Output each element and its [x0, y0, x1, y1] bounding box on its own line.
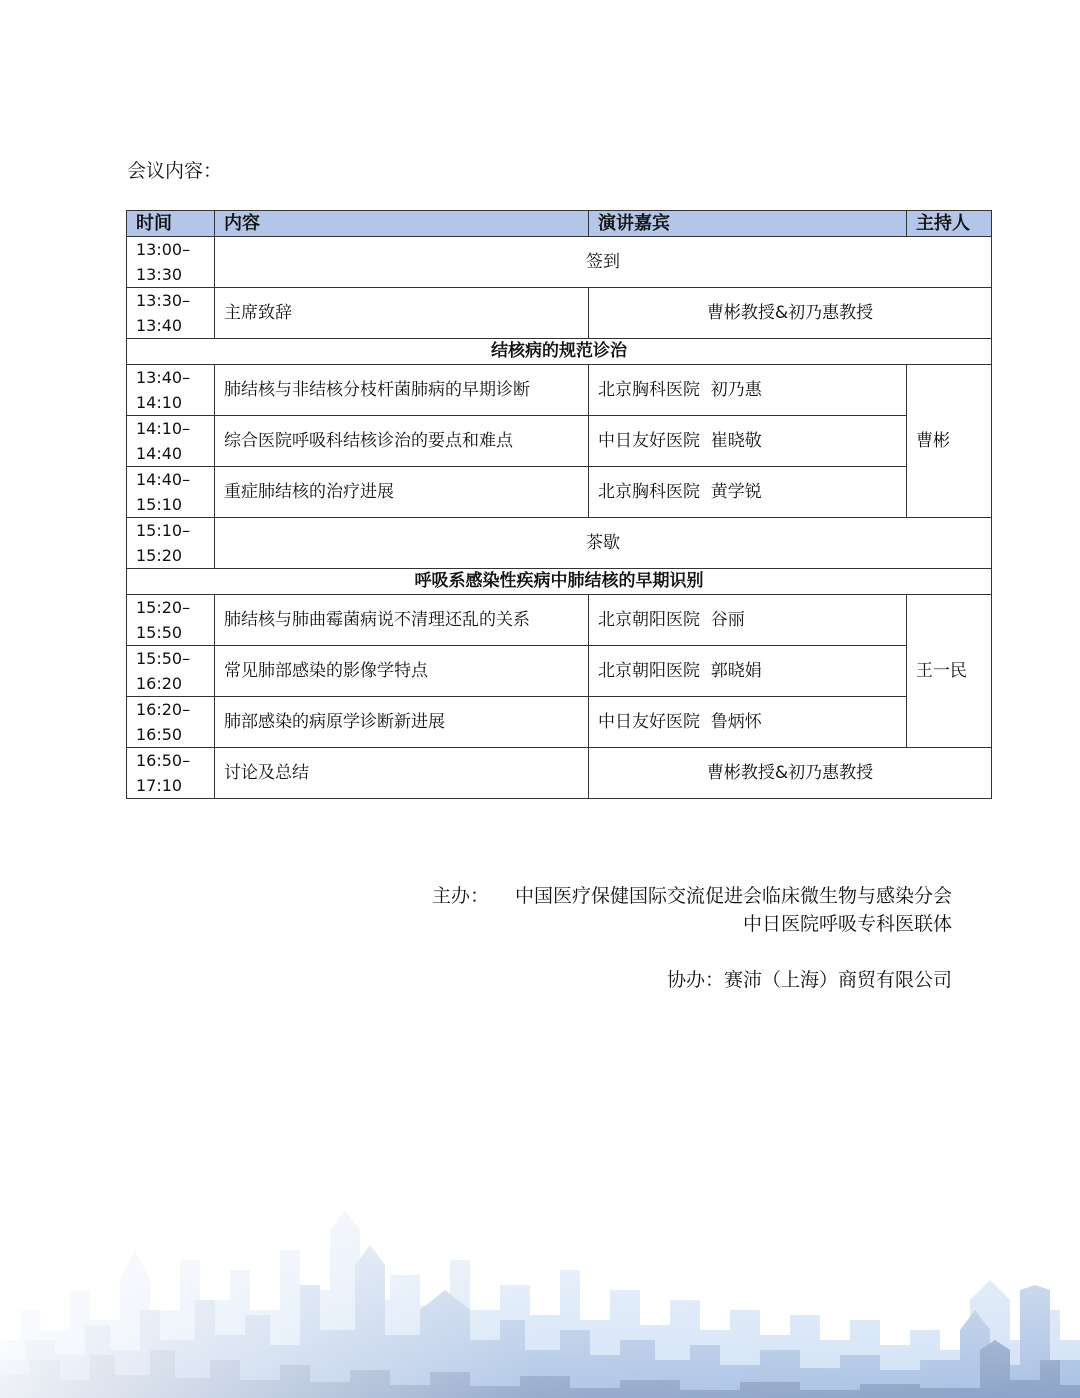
speaker-cell: 北京胸科医院 黄学锐: [589, 467, 907, 518]
time-end: 13:30: [136, 265, 183, 284]
time-start: 14:40–: [136, 470, 191, 489]
table-row-break: [127, 518, 992, 569]
time-cell: [127, 288, 215, 339]
speaker-cell: 中日友好医院 崔晓敬: [589, 416, 907, 467]
time-start: 15:10–: [136, 521, 191, 540]
section-heading: 会议内容：: [127, 160, 223, 182]
host-line-1: [432, 882, 952, 910]
time-end: 15:10: [136, 495, 183, 514]
host-cell: 曹彬: [907, 365, 992, 518]
content-cell: 签到: [215, 237, 992, 288]
content-cell: 常见肺部感染的影像学特点: [215, 646, 589, 697]
time-start: 16:50–: [136, 751, 191, 770]
table-row: [127, 467, 992, 518]
speaker-cell: 曹彬教授&初乃惠教授: [589, 748, 992, 799]
section-title: 呼吸系感染性疾病中肺结核的早期识别: [127, 569, 992, 595]
time-cell: [127, 748, 215, 799]
section-title-row: [127, 339, 992, 365]
content-cell: 肺结核与非结核分枝杆菌肺病的早期诊断: [215, 365, 589, 416]
host-label: 主办：: [431, 885, 489, 907]
time-end: 16:50: [136, 725, 183, 744]
time-end: 13:40: [136, 316, 183, 335]
header-content: 内容: [215, 211, 589, 237]
time-cell: [127, 237, 215, 288]
time-end: 14:40: [136, 444, 183, 463]
time-cell: [127, 365, 215, 416]
city-skyline-illustration: [0, 1190, 1080, 1398]
time-end: 15:20: [136, 546, 183, 565]
speaker-cell: 曹彬教授&初乃惠教授: [589, 288, 992, 339]
time-start: 13:30–: [136, 291, 191, 310]
speaker-cell: 北京胸科医院 初乃惠: [589, 365, 907, 416]
time-start: 13:00–: [136, 240, 191, 259]
content-cell: 综合医院呼吸科结核诊治的要点和难点: [215, 416, 589, 467]
co-label: 协办：: [666, 969, 724, 991]
agenda-table: [126, 210, 992, 799]
time-end: 16:20: [136, 674, 183, 693]
co-organizer: [667, 966, 952, 994]
header-host: 主持人: [907, 211, 992, 237]
table-row: [127, 646, 992, 697]
header-time: 时间: [127, 211, 215, 237]
speaker-cell: 中日友好医院 鲁炳怀: [589, 697, 907, 748]
table-row: [127, 697, 992, 748]
table-row-opening: [127, 288, 992, 339]
content-cell: 重症肺结核的治疗进展: [215, 467, 589, 518]
time-cell: [127, 646, 215, 697]
time-cell: [127, 416, 215, 467]
header-speaker: 演讲嘉宾: [589, 211, 907, 237]
time-cell: [127, 467, 215, 518]
time-cell: [127, 697, 215, 748]
table-row-closing: [127, 748, 992, 799]
host-org-1: 中国医疗保健国际交流促进会临床微生物与感染分会: [514, 885, 952, 907]
table-row: [127, 416, 992, 467]
time-start: 15:50–: [136, 649, 191, 668]
content-cell: 茶歇: [215, 518, 992, 569]
time-start: 13:40–: [136, 368, 191, 387]
host-org-2: 中日医院呼吸专科医联体: [742, 913, 952, 935]
time-cell: [127, 518, 215, 569]
section-title-row: [127, 569, 992, 595]
time-end: 17:10: [136, 776, 183, 795]
table-row: [127, 365, 992, 416]
content-cell: 主席致辞: [215, 288, 589, 339]
time-end: 14:10: [136, 393, 183, 412]
content-cell: 肺部感染的病原学诊断新进展: [215, 697, 589, 748]
speaker-cell: 北京朝阳医院 谷丽: [589, 595, 907, 646]
time-cell: [127, 595, 215, 646]
section-title: 结核病的规范诊治: [127, 339, 992, 365]
time-start: 16:20–: [136, 700, 191, 719]
time-end: 15:50: [136, 623, 183, 642]
time-start: 14:10–: [136, 419, 191, 438]
content-cell: 讨论及总结: [215, 748, 589, 799]
host-organizer: [432, 882, 952, 938]
time-start: 15:20–: [136, 598, 191, 617]
header-row: [127, 211, 992, 237]
content-cell: 肺结核与肺曲霉菌病说不清理还乱的关系: [215, 595, 589, 646]
table-row-checkin: [127, 237, 992, 288]
co-org: 赛沛（上海）商贸有限公司: [723, 969, 952, 991]
speaker-cell: 北京朝阳医院 郭晓娟: [589, 646, 907, 697]
host-cell: 王一民: [907, 595, 992, 748]
table-row: [127, 595, 992, 646]
